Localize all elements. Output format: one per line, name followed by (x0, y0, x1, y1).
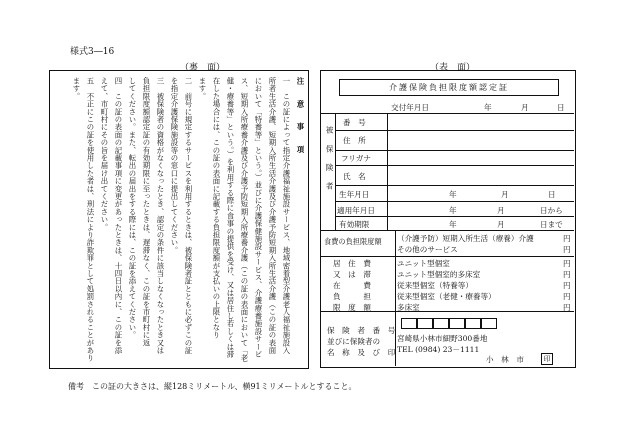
birth-day: 日 (548, 190, 556, 199)
expiry-until: 日まで (540, 220, 563, 229)
residence-row-unit-semi-unit: 円 (563, 270, 571, 279)
note-line: 四 この証の表面の記載事項に変更があったときは、十四日以内に、この証を添 (114, 77, 123, 355)
seal-mark: 印 (541, 353, 553, 365)
residence-label-4: 負 担 (333, 292, 371, 301)
residence-row-conventional-roken-unit: 円 (563, 292, 571, 301)
issue-date-label: 交付年月日 (391, 103, 429, 112)
issue-date-year: 年 (484, 103, 492, 112)
food-row-short-stay: （介護予防）短期入所生活（療養）介護 (397, 234, 534, 243)
insurer-number-box (417, 318, 433, 329)
front-side-header: （表 面） (430, 63, 476, 73)
expiry-month: 月 (497, 220, 505, 229)
food-cost-label: 食費の負担限度額 (324, 237, 382, 246)
residence-row-unit-semi: ユニット型個室的多床室 (397, 270, 481, 279)
residence-label-1: 居 住 費 (333, 259, 371, 268)
insurer-label-2: 並びに保険者の (327, 337, 381, 346)
certificate-title: 介護保険負担限度額認定証 (339, 79, 559, 96)
note-line: えて、市町村にその旨を届け出てください。 (100, 77, 109, 231)
insurer-tel: TEL (0984) 23－1111 (397, 345, 480, 354)
note-line: ます。 (198, 77, 207, 101)
residence-row-unit-private-unit: 円 (563, 259, 571, 268)
note-line: 在した場合には、この証の表面に記載する負担限度額が支払いの上限となり (212, 77, 221, 339)
note-line: してください。また、転出の届出をする際には、この証を添えてください。 (128, 77, 137, 339)
residence-row-conventional-tokuyo-unit: 円 (563, 281, 571, 290)
birth-year: 年 (449, 190, 457, 199)
birthdate-label: 生年月日 (339, 190, 370, 199)
insurer-label-1: 保 険 者 番 号 (327, 326, 396, 335)
insurer-number-box (449, 318, 465, 329)
footnote: 備考 この証の大きさは、縦128ミリメートル、横91ミリメートルとすること。 (68, 382, 357, 391)
form-number: 様式3―16 (70, 47, 115, 57)
residence-row-conventional-tokuyo: 従来型個室（特養等） (397, 281, 473, 290)
insured-person-label: 被保険者 (325, 126, 334, 201)
note-line: において「特養等」という。）並びに介護保健施設サービス、介護療養施設サービ (254, 77, 263, 359)
insurer-label-3: 名 称 及 び 印 (327, 348, 396, 357)
expiry-year: 年 (449, 220, 457, 229)
start-date-label: 適用年月日 (337, 206, 375, 215)
note-line: 負担限度額認定証の有効期限に至ったときは、遅滞なく、この証を市町村に返 (142, 77, 151, 347)
address-label: 住 所 (343, 136, 366, 145)
insurer-address: 宮崎県小林市細野300番地 (397, 334, 488, 343)
back-side-panel (49, 70, 309, 369)
note-line: 二 前号に規定するサービスを利用するときは、被保険者証とともに必ずこの証 (184, 77, 193, 355)
residence-row-multi-bed: 多床室 (397, 303, 420, 312)
food-row-short-stay-unit: 円 (563, 234, 571, 243)
residence-label-2: 又 は 滞 (333, 270, 371, 279)
note-line: ス、短期入所療養介護及び介護予防短期入所療養介護（この証の表面において「老 (240, 77, 249, 362)
residence-label-5: 限 度 額 (333, 303, 371, 312)
food-row-other: その他のサービス (397, 245, 458, 254)
insurer-number-box (401, 318, 417, 329)
insurer-number-box (481, 318, 497, 329)
note-line: 健・療養等」という。）を利用する際に食事の提供を受け、又は居住し若しくは滞 (226, 77, 235, 359)
residence-row-multi-bed-unit: 円 (563, 303, 571, 312)
insurer-number-box (465, 318, 481, 329)
note-line: を指定介護保険施設等の窓口に提出してください。 (170, 77, 179, 255)
note-line: 五 不正にこの証を使用した者は、刑法により詐欺罪として処罰されることがあり (86, 77, 95, 362)
note-line: ます。 (72, 77, 81, 101)
residence-label-3: 在 費 (333, 281, 371, 290)
start-month: 月 (497, 206, 505, 215)
issue-date-month: 月 (521, 103, 529, 112)
residence-row-unit-private: ユニット型個室 (397, 259, 450, 268)
note-line: 一 この証によって指定介護福祉施設サービス、地域密着型介護老人福祉施設入 (282, 77, 291, 355)
note-line: 所者生活介護、短期入所生活介護及び介護予防短期入所生活介護（この証の表面 (268, 77, 277, 355)
note-line: 三 被保険者の資格がなくなったとき、認定の条件に該当しなくなったとき又は (156, 77, 165, 355)
start-from: 日から (540, 206, 563, 215)
notes-heading: 注 意 事 項 (296, 77, 305, 157)
insurer-number-box (433, 318, 449, 329)
issue-date-day: 日 (557, 103, 565, 112)
number-label: 番 号 (343, 118, 366, 127)
front-side-panel (320, 70, 576, 368)
furigana-label: フリガナ (341, 154, 371, 163)
food-row-other-unit: 円 (563, 245, 571, 254)
start-year: 年 (449, 206, 457, 215)
birth-month: 月 (501, 190, 509, 199)
back-side-header: （裏 面） (180, 63, 226, 73)
name-label: 氏 名 (343, 172, 366, 181)
residence-row-conventional-roken: 従来型個室（老健・療養等） (397, 292, 496, 301)
insurer-city: 小 林 市 (486, 355, 524, 364)
expiry-label: 有効期限 (339, 220, 370, 229)
